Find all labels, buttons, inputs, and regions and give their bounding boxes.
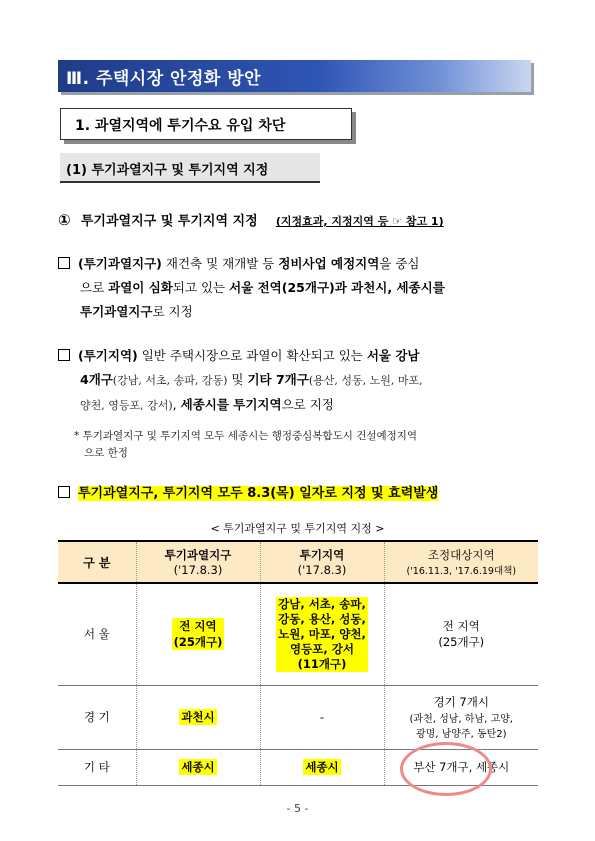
table-row: [58, 583, 538, 685]
text-bold: 서울 전역(25개구)과 과천시, 세종시를: [229, 280, 445, 295]
annotation-circle: [400, 742, 492, 796]
text: 재건축 및 재개발 등: [161, 256, 279, 271]
cell-speculation: 세종시: [260, 749, 384, 785]
table-header-row: [58, 541, 538, 583]
text-bold: 서울 강남: [366, 348, 420, 363]
table-caption: < 투기과열지구 및 투기지역 지정 >: [210, 522, 385, 535]
subsection-title: 1. 과열지역에 투기수요 유입 차단: [75, 118, 286, 134]
cell-adjustment: 경기 7개시 (과천, 성남, 하남, 고양, 광명, 남양주, 동탄2): [384, 685, 538, 749]
cell-overheated: 세종시: [136, 749, 260, 785]
footnote: [74, 428, 544, 462]
cell-overheated: 과천시: [136, 685, 260, 749]
item-marker: ①: [58, 211, 71, 229]
text: 되고 있는: [172, 280, 230, 295]
cell-speculation: [260, 583, 384, 685]
header-speculation: 투기지역 ('17.8.3): [260, 541, 384, 583]
table-row: [58, 685, 538, 749]
subsection-heading: [60, 108, 352, 140]
header-overheated: 투기과열지구 ('17.8.3): [136, 541, 260, 583]
text: 로 지정: [152, 304, 193, 319]
effective-date-statement: [58, 482, 438, 501]
header-category: 구 분: [58, 541, 136, 583]
label-term: (투기과열지구): [78, 256, 162, 271]
cell-overheated: [136, 583, 260, 685]
section-title: Ⅲ. 주택시장 안정화 방안: [66, 69, 262, 89]
row-label: 경 기: [58, 685, 136, 749]
text: (용산, 성동, 노원, 마포,: [308, 374, 423, 387]
footnote-line: * 투기과열지구 및 투기지역 모두 세종시는 행정중심복합도시 건설예정지역: [74, 430, 418, 442]
subsubsection-title: (1) 투기과열지구 및 투기지역 지정: [66, 163, 269, 178]
row-label: 서 울: [58, 583, 136, 685]
paragraph-overheated-zone: [58, 252, 540, 324]
highlighted-text: 투기과열지구, 투기지역 모두 8.3(목) 일자로 지정 및 효력발생: [78, 486, 439, 501]
text: 을 중심: [379, 256, 420, 271]
text-bold: 투기과열지구: [80, 304, 153, 319]
checkbox-bullet-icon: [58, 257, 70, 269]
section-banner: [58, 60, 531, 92]
highlight-tag: 강남, 서초, 송파, 강동, 용산, 성동, 노원, 마포, 양천, 영등포, 강서 (11개구): [278, 596, 366, 671]
cell-speculation: -: [260, 685, 384, 749]
text-bold: 기타 7개구: [247, 372, 309, 387]
text: ,: [172, 397, 181, 412]
row-label: 기 타: [58, 749, 136, 785]
checkbox-bullet-icon: [58, 349, 70, 361]
footnote-line: 으로 한정: [84, 447, 128, 459]
text-bold: 세종시를 투기지역: [180, 397, 282, 412]
page-number: - 5 -: [286, 802, 309, 815]
header-adjustment: 조정대상지역 ('16.11.3, '17.6.19대책): [384, 541, 538, 583]
item-reference: (지정효과, 지정지역 등 ☞ 참고 1): [275, 215, 444, 228]
text: 으로 지정: [281, 397, 334, 412]
paragraph-speculation-zone: [58, 344, 540, 418]
item-title: 투기과열지구 및 투기지역 지정: [80, 214, 258, 229]
text: 으로: [80, 280, 109, 295]
text: 양천, 영등포, 강서): [80, 399, 173, 412]
cell-adjustment: 부산 7개구, 세종시: [384, 749, 538, 785]
text: 및: [227, 372, 248, 387]
text-bold: 정비사업 예정지역: [278, 256, 380, 271]
checkbox-bullet-icon: [58, 486, 70, 498]
item-heading: [58, 210, 444, 229]
text: (강남, 서초, 송파, 강동): [112, 374, 228, 387]
text-bold: 과열이 심화: [108, 280, 173, 295]
label-term: (투기지역): [78, 348, 138, 363]
text-bold: 4개구: [80, 372, 113, 387]
cell-adjustment: 전 지역 (25개구): [384, 583, 538, 685]
text: 일반 주택시장으로 과열이 확산되고 있는: [137, 348, 367, 363]
subsubsection-heading: [60, 153, 320, 183]
highlight-tag: 전 지역 (25개구): [173, 619, 223, 650]
